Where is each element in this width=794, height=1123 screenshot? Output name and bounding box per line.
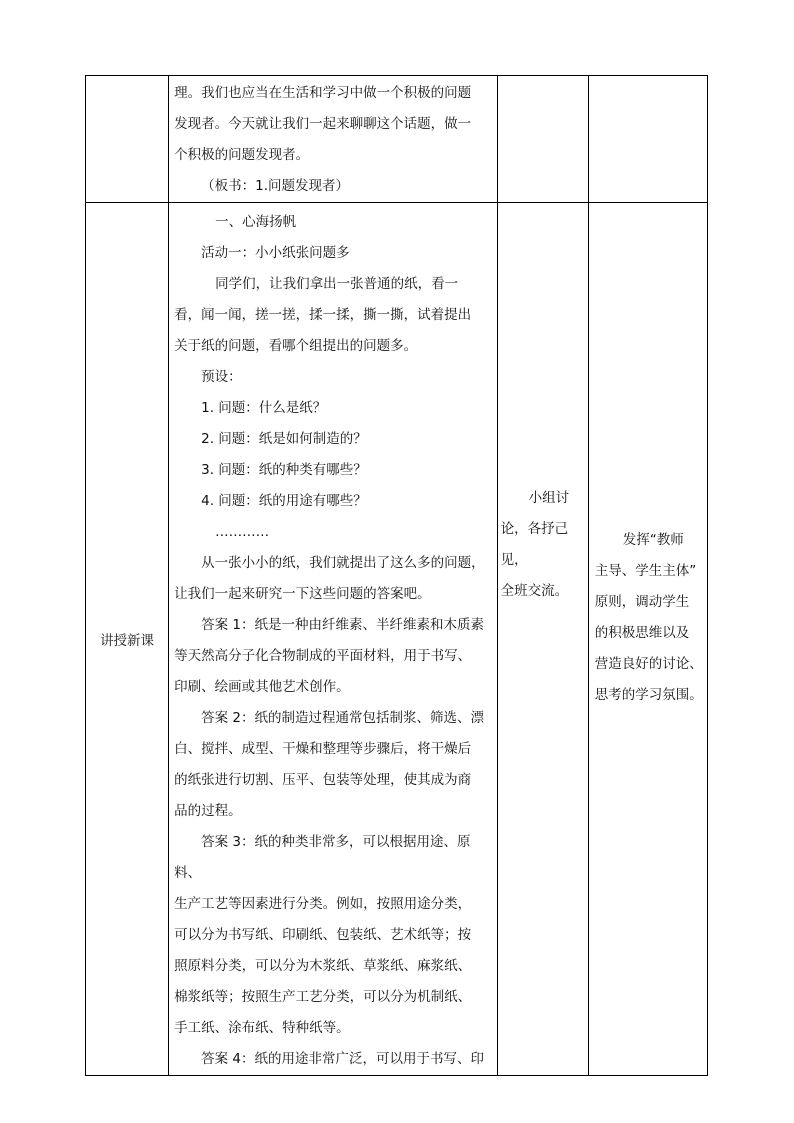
cell-design-intent (588, 203, 707, 1076)
intro-line: 理。我们也应当在生活和学习中做一个积极的问题 (174, 85, 472, 101)
design-intent-line: 思考的学习氛围。 (594, 687, 703, 703)
intro-line: 发现者。今天就让我们一起来聊聊这个话题，做一 (174, 116, 472, 132)
question-item: 4. 问题：纸的用途有哪些？ (201, 493, 367, 509)
content-line: 看，闻一闻，搓一搓，揉一揉，撕一撕，试着提出 (174, 307, 472, 323)
lesson-plan-table (85, 75, 708, 1076)
answer-line: 等天然高分子化合物制成的平面材料，用于书写、 (174, 648, 472, 664)
cell-student-empty (497, 76, 588, 203)
design-intent-line: 主导、学生主体” (594, 563, 697, 579)
answer-line: 可以分为书写纸、印刷纸、包装纸、艺术纸等；按 (174, 927, 472, 943)
question-item: 2. 问题：纸是如何制造的？ (201, 431, 367, 447)
answer-line: 手工纸、涂布纸、特种纸等。 (174, 1020, 350, 1036)
question-item: 3. 问题：纸的种类有哪些？ (201, 462, 367, 478)
design-intent-line: 的积极思维以及 (594, 625, 690, 641)
cell-intro-content (169, 76, 498, 203)
cell-student-activity (497, 203, 588, 1076)
cell-stage-empty (86, 76, 169, 203)
answer-line: 生产工艺等因素进行分类。例如，按照用途分类， (174, 896, 472, 912)
answer-line: 照原料分类，可以分为木浆纸、草浆纸、麻浆纸、 (174, 958, 472, 974)
ellipsis-line: ………… (215, 524, 270, 540)
content-line: 从一张小小的纸，我们就提出了这么多的问题， (201, 555, 485, 571)
design-intent-line: 发挥“教师 (622, 532, 684, 548)
table-row-new-lesson (86, 203, 708, 1076)
answer-line: 棉浆纸等；按照生产工艺分类，可以分为机制纸、 (174, 989, 472, 1005)
answer-line: 答案 1：纸是一种由纤维素、半纤维素和木质素 (201, 617, 485, 633)
design-intent-line: 原则，调动学生 (594, 594, 690, 610)
answer-line: 白、搅拌、成型、干燥和整理等步骤后，将干燥后 (174, 741, 472, 757)
design-intent-line: 营造良好的讨论、 (594, 656, 703, 672)
content-line: 同学们，让我们拿出一张普通的纸，看一 (215, 276, 459, 292)
content-line: 关于纸的问题，看哪个组提出的问题多。 (174, 338, 418, 354)
section-heading: 一、心海扬帆 (215, 214, 297, 230)
cell-new-lesson-content (169, 203, 498, 1076)
student-activity-line: 论，各抒己见， (500, 521, 569, 568)
table-row-intro (86, 76, 708, 203)
student-activity-line: 全班交流。 (500, 583, 569, 599)
answer-line: 印刷、绘画或其他艺术创作。 (174, 679, 350, 695)
preset-label: 预设： (201, 369, 242, 385)
blackboard-note: （板书：1.问题发现者） (201, 178, 350, 194)
cell-intent-empty (588, 76, 707, 203)
answer-line: 答案 4：纸的用途非常广泛，可以用于书写、印 (201, 1051, 485, 1067)
answer-line: 的纸张进行切割、压平、包装等处理，使其成为商 (174, 772, 472, 788)
answer-line: 品的过程。 (174, 803, 242, 819)
answer-line: 答案 3：纸的种类非常多，可以根据用途、原料、 (174, 834, 471, 881)
activity-title: 活动一：小小纸张问题多 (201, 245, 350, 261)
student-activity-line: 小组讨 (528, 490, 570, 506)
content-line: 让我们一起来研究一下这些问题的答案吧。 (174, 586, 431, 602)
answer-line: 答案 2：纸的制造过程通常包括制浆、筛选、漂 (201, 710, 485, 726)
question-item: 1. 问题：什么是纸？ (201, 400, 327, 416)
stage-label: 讲授新课 (86, 203, 169, 1076)
intro-line: 个积极的问题发现者。 (174, 147, 310, 163)
